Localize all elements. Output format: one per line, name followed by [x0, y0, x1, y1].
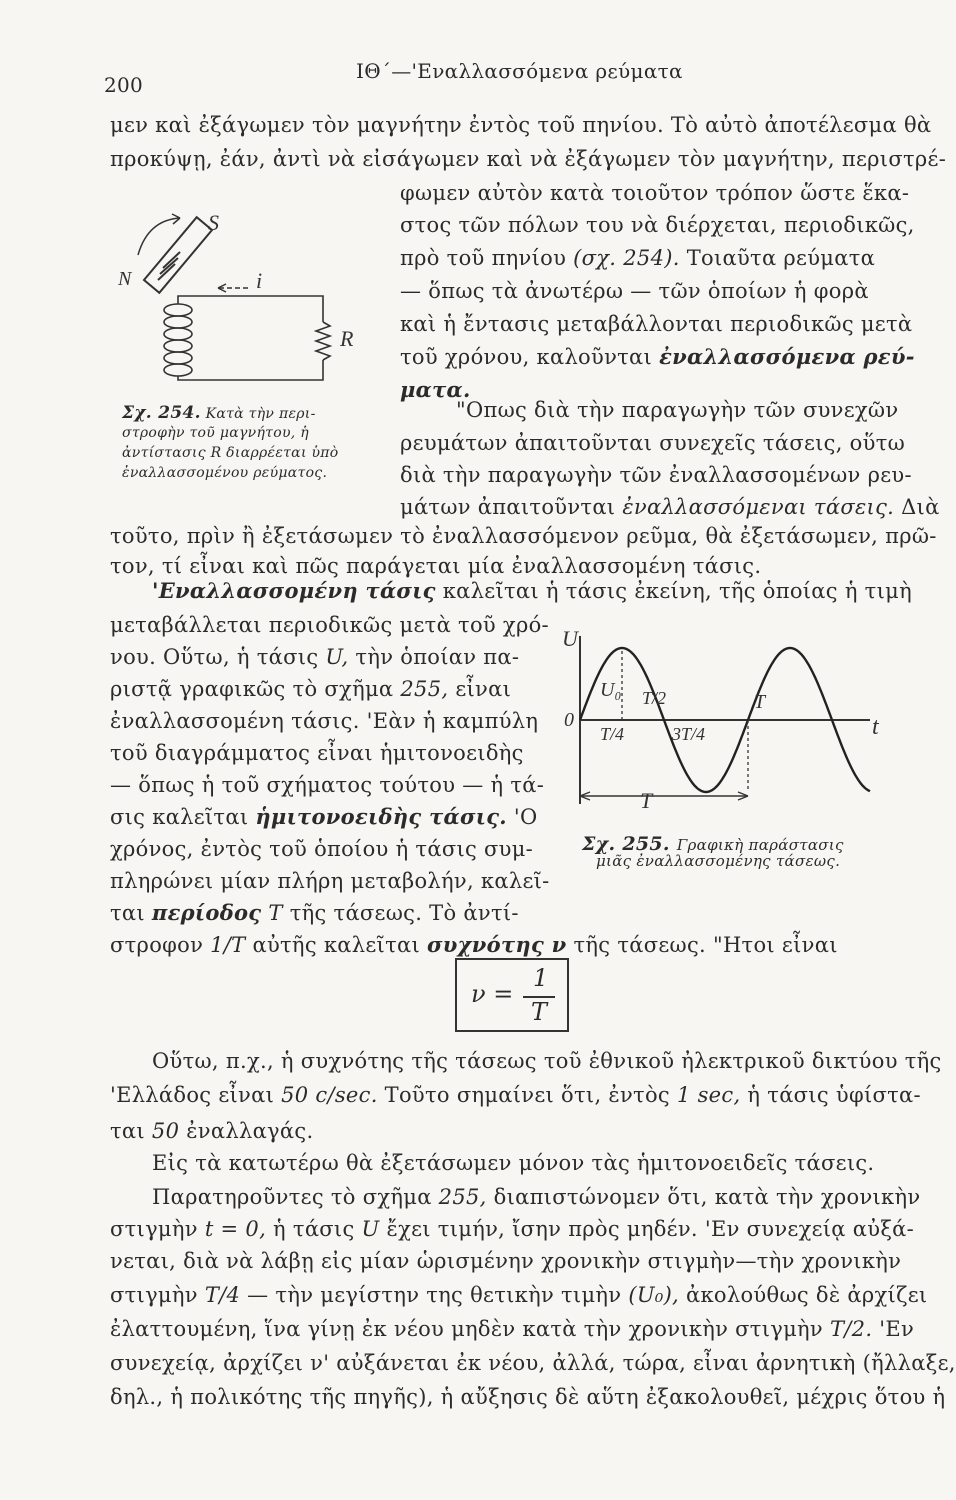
text-line: πληρώνει μίαν πλήρη μεταβολήν, καλεῖ-: [110, 869, 550, 893]
text-span: στροφον: [110, 933, 204, 957]
math-var: (U₀),: [628, 1283, 680, 1307]
text-line: στος τῶν πόλων του νὰ διέρχεται, περιοδικῶς,: [400, 213, 915, 237]
text-line: καὶ ἡ ἔντασις μεταβάλλονται περιοδικῶς μετὰ: [400, 312, 913, 336]
text-line: μεταβάλλεται περιοδικῶς μετὰ τοῦ χρό-: [110, 613, 549, 637]
text-span: μάτων ἀπαιτοῦνται: [400, 495, 616, 519]
text-line: δηλ., ἡ πολικότης τῆς πηγῆς), ἡ αὔξησις δὲ αὕτη ἐξακολουθεῖ, μέχρις ὅτου ἡ: [110, 1385, 946, 1409]
figure-ref: (σχ. 254).: [573, 246, 680, 270]
text-span: Τοῦτο σημαίνει ὅτι, ἐντὸς: [384, 1083, 670, 1107]
running-title: ΙΘ΄—'Εναλλασσόμενα ρεύματα: [356, 59, 683, 83]
text-line: προκύψῃ, ἐάν, ἀντὶ νὰ εἰσάγωμεν καὶ νὰ ἐξάγωμεν τὸν μαγνήτην, περιστρέ-: [110, 147, 947, 171]
text-line: — ὅπως τὰ ἀνωτέρω — τῶν ὁποίων ἡ φορὰ: [400, 279, 869, 303]
formula-denominator: T: [531, 998, 548, 1026]
text-line: Οὕτω, π.χ., ἡ συχνότης τῆς τάσεως τοῦ ἐθνικοῦ ἠλεκτρικοῦ δικτύου τῆς: [152, 1049, 942, 1073]
text-span: στιγμὴν: [110, 1283, 198, 1307]
fig255-caption-line: μιᾶς ἐναλλασσομένης τάσεως.: [596, 852, 841, 870]
text-line: συνεχείᾳ, ἀρχίζει ν' αὐξάνεται ἐκ νέου, ἀλλά, τώρα, εἶναι ἀρνητικὴ (ἤλλαξε,: [110, 1351, 956, 1375]
text-line: ματα.: [400, 377, 471, 402]
circuit-wire: [178, 296, 323, 380]
text-line: νεται, διὰ νὰ λάβῃ εἰς μίαν ὡρισμένην χρονικὴν στιγμὴν—τὴν χρονικὴν: [110, 1249, 902, 1273]
fig255-caption-text: Γραφικὴ παράστασις: [676, 836, 844, 854]
text-line: διὰ τὴν παραγωγὴν τῶν ἐναλλασσομένων ρευ-: [400, 463, 912, 487]
text-span: διαπιστώνομεν ὅτι, κατὰ τὴν χρονικὴν: [493, 1185, 921, 1209]
text-span: τὴν ὁποίαν πα-: [355, 645, 520, 669]
term-frequency: συχνότης ν: [427, 932, 567, 957]
axis-u-label: U: [562, 626, 578, 651]
math-var: U: [361, 1217, 380, 1241]
text-line: [152, 578, 912, 604]
label-N: N: [118, 268, 132, 290]
math-value: 50: [151, 1119, 180, 1143]
text-span: Διὰ: [901, 495, 940, 519]
text-span: ἀκολούθως δὲ ἀρχίζει: [686, 1283, 928, 1307]
t34-label: 3T/4: [672, 724, 706, 744]
text-span: — τὴν μεγίστην της θετικὴν τιμὴν: [247, 1283, 622, 1307]
text-span: ται: [110, 901, 145, 925]
text-line: [110, 932, 838, 958]
text-line: — ὅπως ἡ τοῦ σχήματος τούτου — ἡ τά-: [110, 773, 545, 797]
text-span: Παρατηροῦντες τὸ σχῆμα: [152, 1185, 432, 1209]
text-line: [152, 1184, 920, 1210]
figure-254: [118, 200, 388, 390]
term-alternating-voltage: 'Εναλλασσομένη τάσις: [152, 578, 436, 603]
figure-255: [560, 626, 890, 816]
text-span: ται: [110, 1119, 145, 1143]
text-line: [110, 676, 511, 702]
origin-label: 0: [564, 709, 574, 731]
text-span: ἐλαττουμένη, ἵνα γίνῃ ἐκ νέου μηδὲν κατὰ τὴν χρονικὴν στιγμὴν: [110, 1317, 823, 1341]
text-line: τοῦτο, πρὶν ἢ ἐξετάσωμεν τὸ ἐναλλασσόμενον ρεῦμα, θὰ ἐξετάσωμεν, πρῶ-: [110, 524, 937, 548]
t4-label: T/4: [600, 724, 625, 744]
text-span: 'Ελλάδος εἶναι: [110, 1083, 275, 1107]
math-value: 1 sec,: [676, 1083, 741, 1107]
u0-label: U₀: [600, 679, 622, 701]
text-line: τοῦ διαγράμματος εἶναι ἡμιτονοειδὴς: [110, 741, 524, 765]
fig254-caption-line: ἐναλλασσομένου ρεύματος.: [122, 465, 328, 481]
text-span: νου. Οὕτω, ἡ τάσις: [110, 645, 319, 669]
fig254-caption-line: ἀντίστασις R διαρρέεται ὑπὸ: [122, 445, 339, 461]
math-var: U,: [325, 645, 349, 669]
formula-lhs: ν =: [471, 980, 514, 1008]
text-line: [110, 804, 538, 830]
text-line: ἐναλλασσομένη τάσις. 'Εὰν ἡ καμπύλη: [110, 709, 539, 733]
text-span: τοῦ χρόνου, καλοῦνται: [400, 345, 653, 369]
text-span: εἶναι: [455, 677, 512, 701]
text-span: ἡ τάσις ὑφίστα-: [747, 1083, 921, 1107]
text-span: Τοιαῦτα ρεύματα: [686, 246, 876, 270]
text-span: τῆς τάσεως. Τὸ ἀντί-: [289, 901, 519, 925]
text-span: ἡ τάσις: [273, 1217, 355, 1241]
text-span: αὐτῆς καλεῖται: [252, 933, 421, 957]
term-sinusoidal-voltage: ἡμιτονοειδὴς τάσις.: [255, 804, 507, 829]
text-line: ρευμάτων ἀπαιτοῦνται συνεχεῖς τάσεις, οὕτω: [400, 431, 906, 455]
figure-ref: 255,: [438, 1185, 487, 1209]
fig254-caption-num: Σχ. 254.: [122, 403, 201, 423]
fig255-caption-num: Σχ. 255.: [582, 833, 670, 855]
text-line: [110, 644, 519, 670]
text-line: [110, 1118, 313, 1144]
text-line: μεν καὶ ἐξάγωμεν τὸν μαγνήτην ἐντὸς τοῦ πηνίου. Τὸ αὐτὸ ἀποτέλεσμα θὰ: [110, 113, 932, 137]
text-span: ἔχει τιμήν, ἴσην πρὸς μηδέν. 'Εν συνεχείᾳ αὐξά-: [386, 1217, 915, 1241]
text-line: χρόνος, ἐντὸς τοῦ ὁποίου ἡ τάσις συμ-: [110, 837, 534, 861]
text-span: καλεῖται ἡ τάσις ἐκείνη, τῆς ὁποίας ἡ τιμὴ: [442, 579, 912, 603]
fig254-caption-line: [122, 404, 316, 423]
text-span: στιγμὴν: [110, 1217, 198, 1241]
math-value: t = 0,: [204, 1217, 267, 1241]
text-line: [110, 1082, 921, 1108]
coil: [164, 304, 192, 376]
fig254-caption-text: Κατὰ τὴν περι-: [205, 406, 316, 422]
math-value: 50 c/sec.: [281, 1083, 378, 1107]
text-span: 'Εν: [879, 1317, 915, 1341]
text-span: σις καλεῖται: [110, 805, 249, 829]
text-line: [400, 494, 940, 520]
text-span: πρὸ τοῦ πηνίου: [400, 246, 567, 270]
text-line: [400, 344, 915, 370]
text-line: φωμεν αὐτὸν κατὰ τοιοῦτον τρόπον ὥστε ἕκα-: [400, 181, 910, 205]
math-value: T/2.: [829, 1317, 873, 1341]
fig254-caption-line: στροφὴν τοῦ μαγνήτου, ἡ: [122, 425, 309, 441]
text-line: "Οπως διὰ τὴν παραγωγὴν τῶν συνεχῶν: [456, 398, 899, 422]
text-line: Εἰς τὰ κατωτέρω θὰ ἐξετάσωμεν μόνον τὰς ἡμιτονοειδεῖς τάσεις.: [152, 1151, 875, 1175]
text-span: τῆς τάσεως. "Ητοι εἶναι: [573, 933, 838, 957]
text-span: 'Ο: [513, 805, 538, 829]
formula-box: [455, 958, 569, 1032]
text-line: [110, 1316, 914, 1342]
text-line: [400, 245, 875, 271]
formula-numerator: 1: [533, 964, 549, 992]
axis-t-label: t: [872, 714, 879, 740]
page-number: 200: [104, 73, 144, 97]
figure-ref: 255,: [400, 677, 449, 701]
text-line: τον, τί εἶναι καὶ πῶς παράγεται μία ἐναλλασσομένη τάσις.: [110, 554, 762, 578]
text-line: [110, 1282, 927, 1308]
math-var: T: [268, 901, 283, 925]
text-line: [110, 1216, 914, 1242]
term-period: περίοδος: [151, 900, 262, 925]
math-value: T/4: [204, 1283, 241, 1307]
period-label: T: [640, 788, 653, 813]
term-alternating-currents: ἐναλλασσόμενα ρεύ-: [659, 344, 915, 369]
resistor: [316, 322, 330, 360]
label-S: S: [208, 210, 219, 235]
text-line: [110, 900, 519, 926]
t2-label: T/2: [642, 688, 667, 708]
t-label: T: [754, 691, 766, 713]
text-span: ριστᾷ γραφικῶς τὸ σχῆμα: [110, 677, 394, 701]
label-R: R: [340, 326, 354, 351]
math-var: 1/T: [210, 933, 246, 957]
text-span: ἐναλλαγάς.: [186, 1119, 314, 1143]
term-alternating-voltages: ἐναλλασσόμεναι τάσεις.: [622, 495, 895, 519]
label-i: i: [256, 268, 263, 293]
